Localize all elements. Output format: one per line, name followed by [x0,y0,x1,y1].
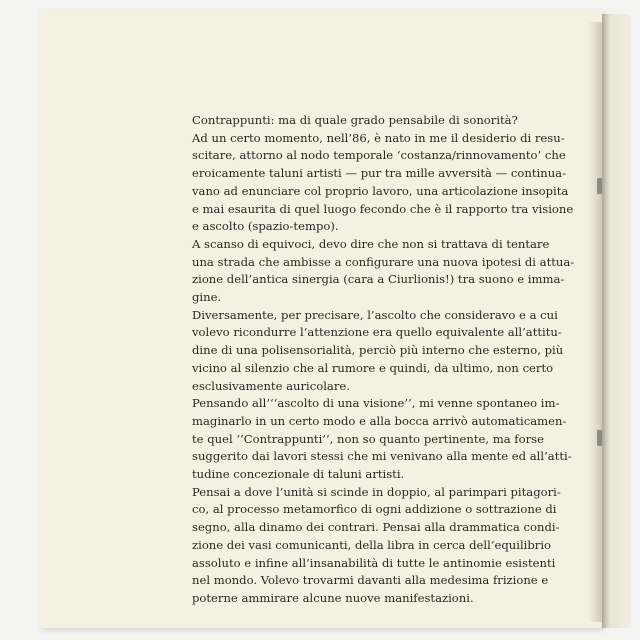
text-line: Pensando all’‘‘ascolto di una visione’’, mi venne spontaneo im- [192,396,560,411]
text-line: Contrappunti: ma di quale grado pensabile di sonorità? [192,113,518,127]
text-line: suggerito dai lavori stessi che mi venivano alla mente ed all’atti- [192,449,572,464]
text-line: nel mondo. Volevo trovarmi davanti alla medesima frizione e [192,573,549,588]
facing-page-edge [601,14,631,628]
text-line: zione dei vasi comunicanti, della libra in cerca dell’equilibrio [192,537,552,552]
text-line: vicino al silenzio che al rumore e quindi, da ultimo, non certo [192,360,554,375]
text-line: te quel ‘‘Contrappunti’’, non so quanto pertinente, ma forse [192,431,544,446]
text-line: dine di una polisensorialità, perciò più interno che esterno, più [192,343,564,358]
text-line: assoluto e infine all’insanabilità di tutte le antinomie esistenti [192,555,556,570]
text-line: gine. [192,290,222,305]
text-line: poterne ammirare alcune nuove manifestazioni. [192,590,474,605]
text-line: e ascolto (spazio-tempo). [192,219,339,234]
body-text [192,112,592,608]
text-line: maginarlo in un certo modo e alla bocca arrivò automaticamen- [192,413,567,428]
text-line: eroicamente taluni artisti — pur tra mille avversità — continua- [192,166,566,181]
binding-staple [597,178,602,194]
text-line: una strada che ambisse a configurare una nuova ipotesi di attua- [192,254,575,269]
text-line: segno, alla dinamo dei contrari. Pensai alla drammatica condi- [192,520,560,535]
text-line: zione dell’antica sinergia (cara a Ciurlionis!) tra suono e imma- [192,272,565,287]
text-line: tudine concezionale di taluni artisti. [192,467,405,482]
text-line: Ad un certo momento, nell’86, è nato in me il desiderio di resu- [192,130,565,145]
text-line: vano ad enunciare col proprio lavoro, una articolazione insopita [192,183,569,198]
text-line: volevo ricondurre l’attenzione era quello equivalente all’attitu- [192,325,562,340]
text-line: esclusivamente auricolare. [192,378,350,393]
text-line: Diversamente, per precisare, l’ascolto che consideravo e a cui [192,307,558,322]
text-line: Pensai a dove l’unità si scinde in doppio, al parimpari pitagori- [192,484,561,499]
text-line: co, al processo metamorfico di ogni addizione o sottrazione di [192,502,557,517]
text-line: scitare, attorno al nodo temporale ‘costanza/rinnovamento’ che [192,148,566,163]
text-line: e mai esaurita di quel luogo fecondo che è il rapporto tra visione [192,201,574,216]
text-line: A scanso di equivoci, devo dire che non si trattava di tentare [192,236,550,251]
binding-staple [597,430,602,446]
